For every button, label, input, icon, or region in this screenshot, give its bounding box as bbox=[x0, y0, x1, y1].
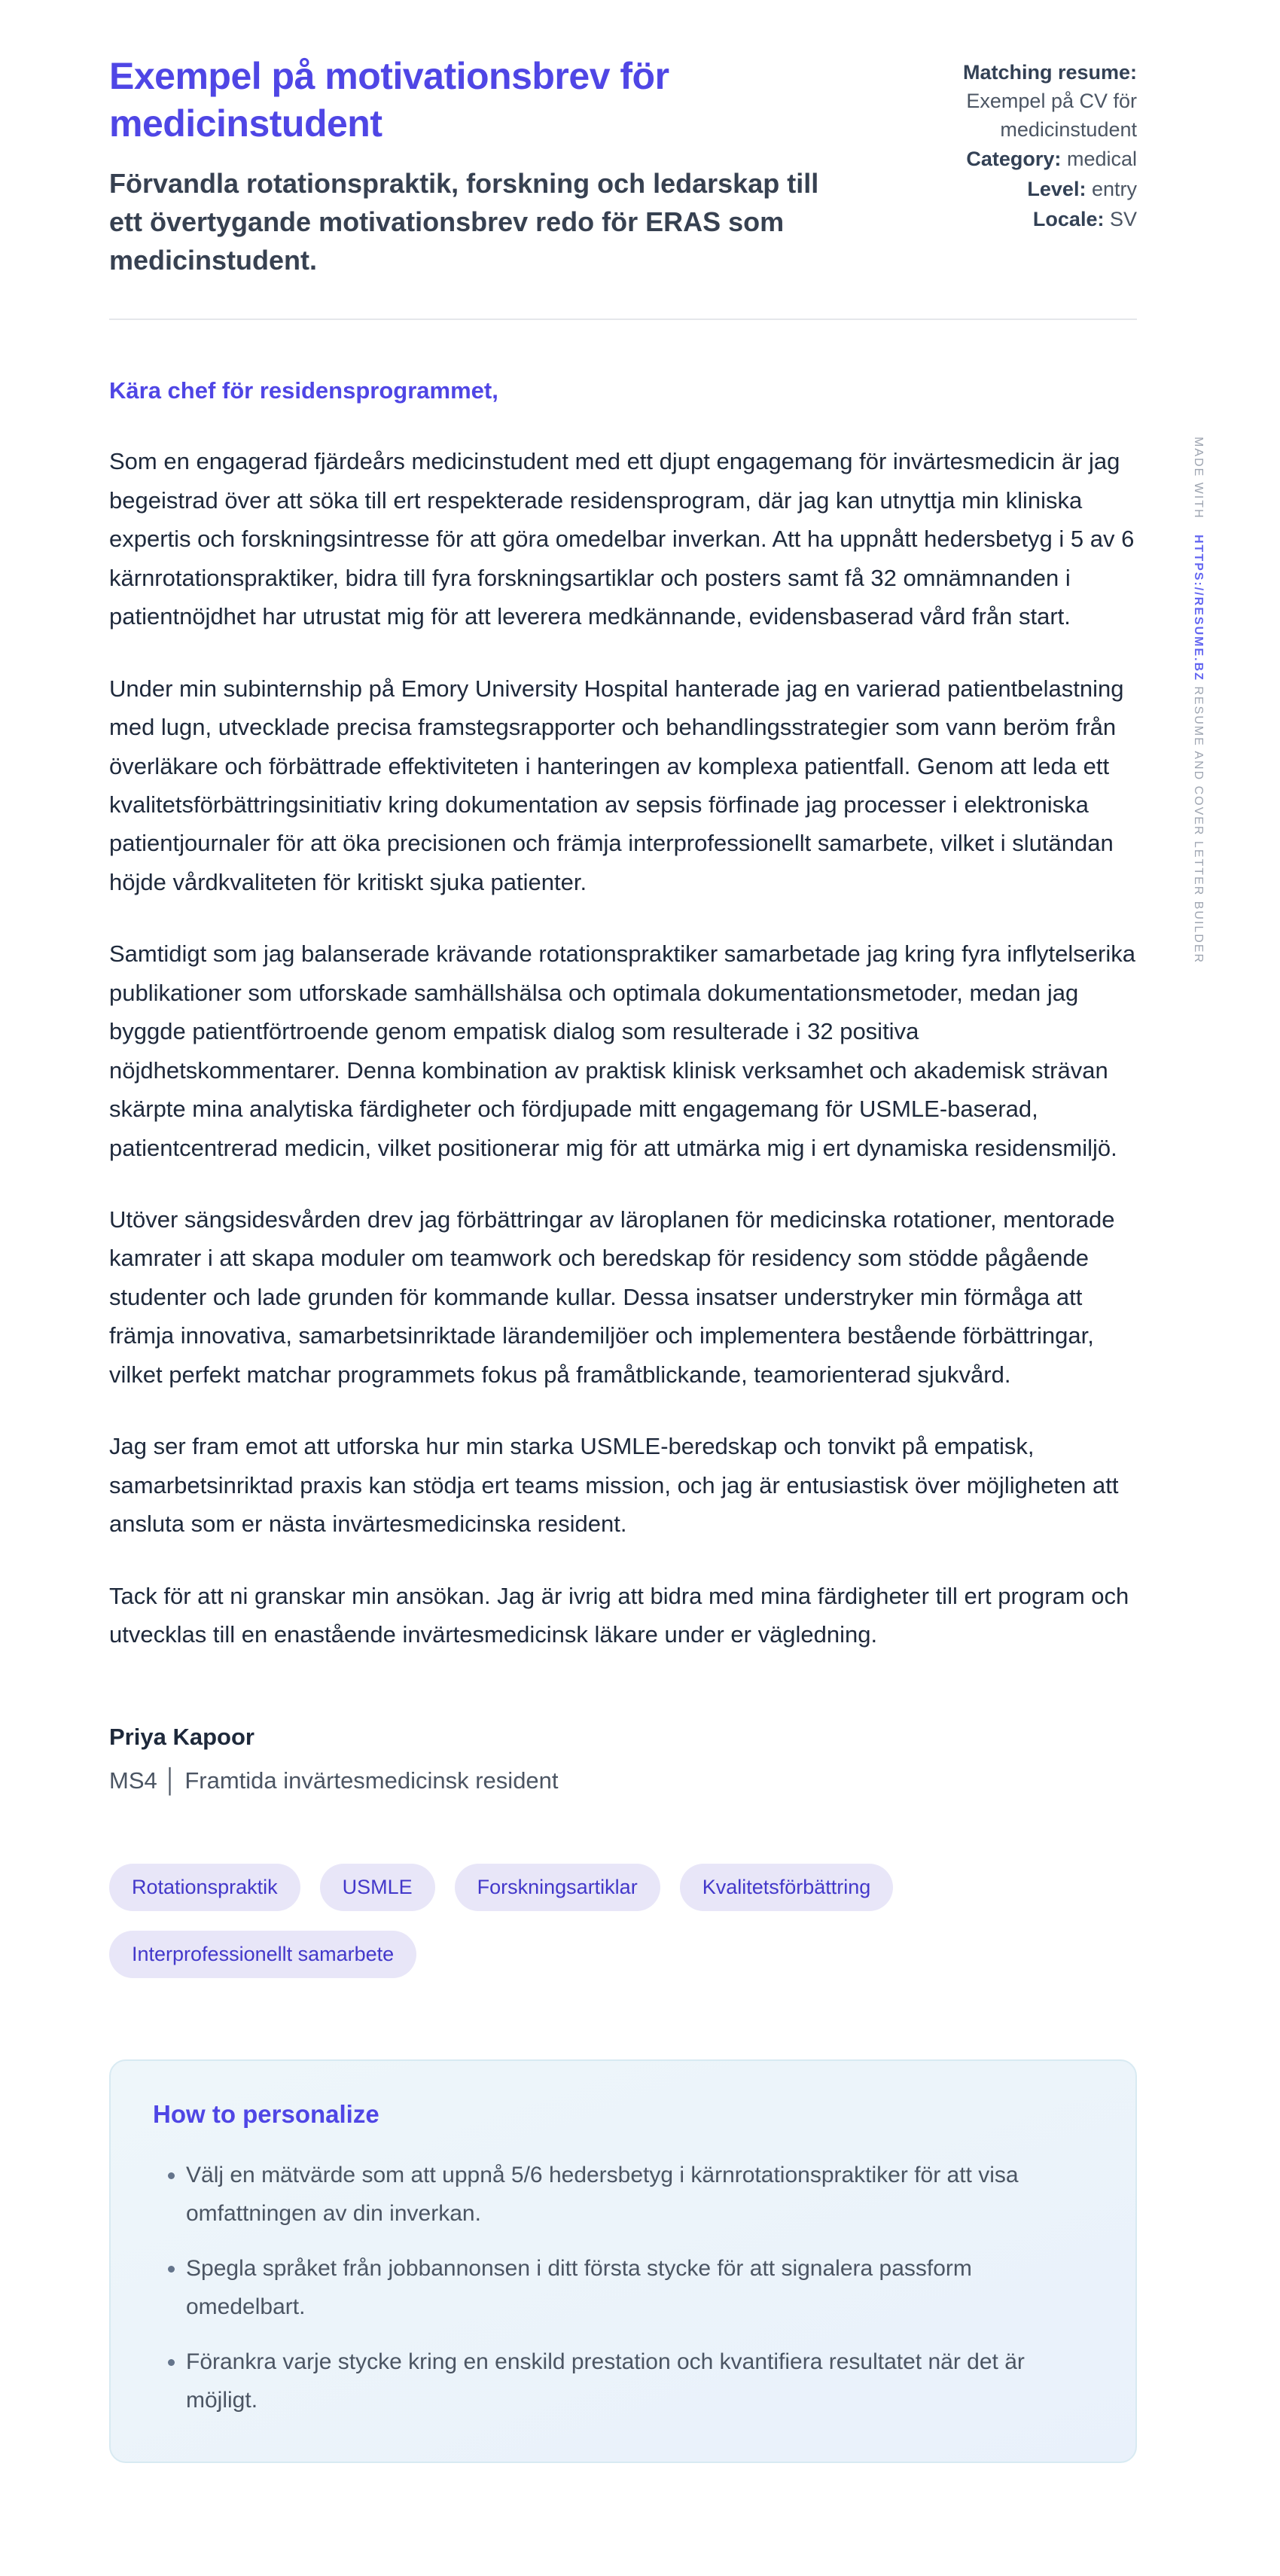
salutation: Kära chef för residensprogrammet, bbox=[109, 377, 498, 404]
letter-paragraph-2: Under min subinternship på Emory University Hospital hanterade jag en varierad patientbelastning med lugn, utvecklade precisa framstegsrapporter och behandlingsstrategier som vann beröm från överläkare och förbättrade effektiviteten i hanteringen av komplexa patientfall. Genom att leda ett kvalitetsförbättringsinitiativ kring dokumentation av sepsis förfinade jag processer i elektroniska patientjournaler för att öka precisionen och främja interprofessionellt samarbete, vilket i slutändan höjde vårdkvaliteten för kritiskt sjuka patienter. bbox=[109, 675, 1124, 895]
letter-paragraph-4: Utöver sängsidesvården drev jag förbättringar av läroplanen för medicinska rotationer, mentorade kamrater i att skapa moduler om teamwork och beredskap för residency som stödde pågående studenter och lade grunden för kommande kullar. Dessa insatser understryker min förmåga att främja innovativa, samarbetsinriktade lärandemiljöer och implementera bestående förbättringar, vilket perfekt matchar programmets fokus på framåtblickande, teamorienterad sjukvård. bbox=[109, 1206, 1115, 1388]
tag-rotationspraktik[interactable]: Rotationspraktik bbox=[109, 1864, 300, 1911]
category-value: medical bbox=[1066, 148, 1137, 171]
page-subtitle: Förvandla rotationspraktik, forskning och ledarskap till ett övertygande motivationsbrev redo för ERAS som medicinstudent. bbox=[109, 168, 819, 276]
meta-category bbox=[904, 145, 1137, 174]
tag-interprofessionellt-samarbete[interactable]: Interprofessionellt samarbete bbox=[109, 1931, 416, 1978]
watermark-url-link[interactable]: HTTPS://RESUME.BZ bbox=[1192, 535, 1205, 681]
category-label: Category: bbox=[966, 148, 1062, 171]
personalize-tip-list bbox=[153, 2156, 1093, 2419]
signature-role: MS4 │ Framtida invärtesmedicinsk resident bbox=[109, 1767, 559, 1794]
letter-paragraph-3: Samtidigt som jag balanserade krävande rotationspraktiker samarbetade jag kring fyra inflytelserika publikationer som utforskade samhällshälsa och optimala dokumentationsmetoder, medan jag byggde patientförtroende genom empatisk dialog som resulterade i 32 positiva nöjdhetskommentarer. Denna kombination av praktisk klinisk verksamhet och akademisk strävan skärpte mina analytiska färdigheter och fördjupade mitt engagemang för USMLE-baserad, patientcentrerad medicin, vilket positionerar mig för att utmärka mig i ert dynamiska residensmiljö. bbox=[109, 940, 1135, 1161]
page-title: Exempel på motivationsbrev för medicinstudent bbox=[109, 55, 669, 145]
header-divider bbox=[109, 319, 1137, 320]
personalize-tip-3: • Förankra varje stycke kring en enskild prestation och kvantifiera resultatet när det är möjligt. bbox=[186, 2343, 1074, 2419]
letter-paragraph-5: Jag ser fram emot att utforska hur min starka USMLE-beredskap och tonvikt på empatisk, samarbetsinriktad praxis kan stödja ert teams mission, och jag är entusiastisk över möjligheten att ansluta som er nästa invärtesmedicinska resident. bbox=[109, 1433, 1119, 1538]
personalize-tip-1: • Välj en mätvärde som att uppnå 5/6 hedersbetyg i kärnrotationspraktiker för att visa omfattningen av din inverkan. bbox=[186, 2156, 1074, 2233]
letter-paragraph-1: Som en engagerad fjärdeårs medicinstudent med ett djupt engagemang för invärtesmedicin är jag begeistrad över att söka till ert respekterade residensprogram, där jag kan utnyttja min kliniska expertis och forskningsintresse för att göra omedelbar inverkan. Att ha uppnått hedersbetyg i 5 av 6 kärnrotationspraktiker, bidra till fyra forskningsartiklar och posters samt få 32 omnämnanden i patientnöjdhet har utrustat mig för att leverera medkännande, evidensbaserad vård från start. bbox=[109, 448, 1135, 630]
level-label: Level: bbox=[1027, 178, 1086, 201]
level-value: entry bbox=[1091, 178, 1137, 201]
header-titles bbox=[109, 53, 877, 279]
locale-label: Locale: bbox=[1032, 207, 1105, 230]
tag-forskningsartiklar[interactable]: Forskningsartiklar bbox=[455, 1864, 660, 1911]
watermark-suffix: RESUME AND COVER LETTER BUILDER bbox=[1192, 686, 1205, 965]
matching-resume-label: Matching resume: bbox=[962, 61, 1137, 84]
tag-kvalitetsforbattring[interactable]: Kvalitetsförbättring bbox=[680, 1864, 894, 1911]
meta-locale bbox=[904, 206, 1137, 234]
letter-body bbox=[109, 377, 1137, 1794]
signature-block bbox=[109, 1724, 1137, 1794]
meta-matching-resume bbox=[904, 59, 1137, 144]
signature-name: Priya Kapoor bbox=[109, 1723, 254, 1750]
page-header bbox=[109, 53, 1137, 279]
personalize-tip-2: • Spegla språket från jobbannonsen i ditt första stycke för att signalera passform omedelbart. bbox=[186, 2249, 1074, 2326]
meta-panel bbox=[904, 53, 1137, 234]
tag-list bbox=[109, 1864, 1137, 1978]
personalize-title: How to personalize bbox=[153, 2099, 379, 2128]
locale-value: SV bbox=[1109, 207, 1137, 230]
matching-resume-value: Exempel på CV för medicinstudent bbox=[966, 89, 1137, 141]
watermark-made-with: MADE WITH bbox=[1192, 437, 1205, 520]
meta-level bbox=[904, 175, 1137, 204]
tag-usmle[interactable]: USMLE bbox=[320, 1864, 435, 1911]
personalize-box bbox=[109, 2059, 1137, 2463]
watermark bbox=[1191, 437, 1205, 964]
letter-paragraph-6: Tack för att ni granskar min ansökan. Jag är ivrig att bidra med mina färdigheter till ert program och utvecklas till en enastående invärtesmedicinsk läkare under er vägledning. bbox=[109, 1582, 1129, 1648]
